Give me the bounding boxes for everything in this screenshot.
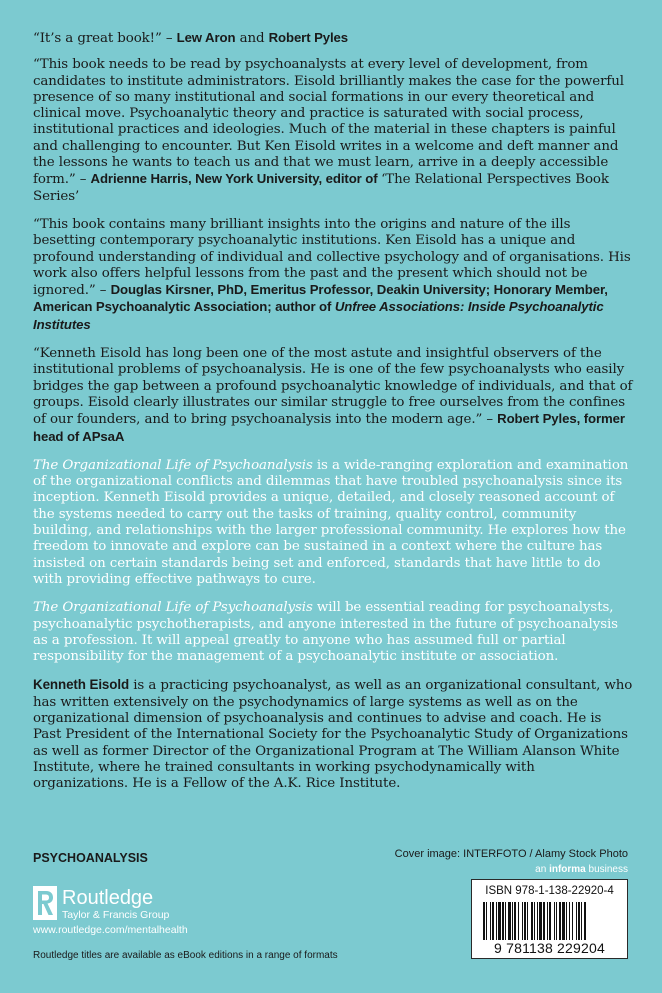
barcode-bar bbox=[578, 902, 580, 940]
isbn-label: ISBN 978-1-138-22920-4 bbox=[485, 885, 614, 897]
cover-text bbox=[33, 30, 633, 804]
publisher-website: www.routledge.com/mentalhealth bbox=[33, 924, 188, 936]
barcode-bar bbox=[527, 902, 528, 940]
barcode-bar bbox=[569, 902, 570, 940]
barcode-bar bbox=[539, 902, 542, 940]
barcode-bar bbox=[556, 902, 557, 940]
barcode-bar bbox=[518, 902, 519, 940]
barcode-bar bbox=[514, 902, 516, 940]
barcode-bar bbox=[576, 902, 577, 940]
barcode-bar bbox=[537, 902, 538, 940]
publisher-logo-text bbox=[62, 887, 169, 921]
barcode-bar bbox=[505, 902, 506, 940]
quote-3: “This book contains many brilliant insights into the origins and nature of the ills besetting contemporary psychoanalytic institutions. Ken Eisold has a unique and profound understanding of individual and collective psychology and of organisations. His work also offers helpful lessons from the past and the present which should not be ignored.” – Douglas Kirsner, PhD, Emeritus Professor, Deakin University; Honorary Member, American Psychoanalytic Association; author of Unfree Associations: Inside Psychoanalytic Institutes bbox=[33, 216, 631, 332]
barcode-bar bbox=[522, 902, 523, 940]
barcode-bar bbox=[543, 902, 545, 940]
publisher-name: Routledge bbox=[62, 887, 154, 909]
barcode-bar bbox=[566, 902, 567, 940]
description-1: The Organizational Life of Psychoanalysis is a wide-ranging exploration and examination of the organizational conflicts and dilemmas that have troubled psychoanalysis since its inception. Kenneth Eisold provides a unique, detailed, and closely reasoned account of the systems needed to carry out the tasks of training, quality control, community building, and relationships with the larger professional community. He explores how the freedom to innovate and explore can be sustained in a context where the culture has insisted on certain standards being set and enforced, standards that have little to do with providing effective pathways to cure. bbox=[33, 457, 629, 587]
barcode-bar bbox=[547, 902, 548, 940]
barcode-bar bbox=[492, 902, 494, 940]
quote-4: “Kenneth Eisold has long been one of the most astute and insightful observers of the institutional problems of psychoanalysis. He is one of the few psychoanalysts who easily bridges the gap between a profound psychoanalytic knowledge of individuals, and that of groups. Eisold clearly illustrates our similar struggle to free ourselves from the confines of our founders, and to bring psychoanalysis into the modern age.” – Robert Pyles, former head of APsaA bbox=[33, 346, 633, 444]
barcode-bar bbox=[524, 902, 526, 940]
category-label: PSYCHOANALYSIS bbox=[33, 851, 148, 865]
cover-credit: Cover image: INTERFOTO / Alamy Stock Photo bbox=[394, 848, 628, 860]
barcode-bar bbox=[502, 902, 504, 940]
barcode-bar bbox=[490, 902, 491, 940]
barcode-bar bbox=[531, 902, 533, 940]
barcode-bar bbox=[559, 902, 561, 940]
quote-1: “It’s a great book!” – Lew Aron and Robert Pyles bbox=[33, 30, 349, 46]
quote-2: “This book needs to be read by psychoanalysts at every level of development, from candidates to institute administrators. Eisold brilliantly makes the case for the powerful presence of so many institutional and social formations in our every theoretical and clinical move. Psychoanalytic theory and practice is saturated with social process, institutional practices and ideologies. Much of the material in these chapters is painful and challenging to encounter. But Ken Eisold writes in a welcome and deft manner and the lessons he wants to teach us and that we must learn, arrive in a deeply accessible form.” – Adrienne Harris, New York University, editor of ‘The Relational Perspectives Book Series’ bbox=[33, 57, 624, 204]
barcode-bar bbox=[572, 902, 573, 940]
barcode-bar bbox=[496, 902, 497, 940]
description-2: The Organizational Life of Psychoanalysis will be essential reading for psychoanalysts, psychoanalytic psychotherapists, and anyone interested in the future of psychoanalysis as a profession. It will appeal greatly to anyone who has assumed full or partial responsibility for the management of a psychoanalytic institute or association. bbox=[33, 600, 618, 665]
barcode-bar bbox=[554, 902, 555, 940]
isbn-barcode bbox=[471, 879, 628, 959]
author-bio: Kenneth Eisold is a practicing psychoanalyst, as well as an organizational consultant, who has written extensively on the psychodynamics of large systems as well as on the organizational dimension of psychoanalysis and continues to advise and coach. He is Past President of the International Society for the Psychoanalytic Study of Organizations as well as former Director of the Organizational Program at The William Alanson White Institute, where he trained consultants in working psychodynamically with organizations. He is a Fellow of the A.K. Rice Institute. bbox=[33, 677, 633, 792]
publisher-group: Taylor & Francis Group bbox=[62, 909, 170, 921]
barcode-bar bbox=[534, 902, 535, 940]
barcode-bar bbox=[498, 902, 501, 940]
barcode-digits: 9 781138 229204 bbox=[494, 940, 605, 956]
barcode-bars bbox=[483, 902, 618, 940]
barcode-bar bbox=[508, 902, 511, 940]
ebook-note: Routledge titles are available as eBook editions in a range of formats bbox=[33, 950, 338, 961]
routledge-r-icon bbox=[33, 886, 57, 920]
barcode-bar bbox=[483, 902, 485, 940]
barcode-bar bbox=[549, 902, 551, 940]
barcode-bar bbox=[486, 902, 487, 940]
barcode-bar bbox=[584, 902, 586, 940]
informa-business: an informa business bbox=[535, 864, 628, 875]
barcode-bar bbox=[562, 902, 565, 940]
barcode-bar bbox=[512, 902, 513, 940]
barcode-bar bbox=[581, 902, 582, 940]
